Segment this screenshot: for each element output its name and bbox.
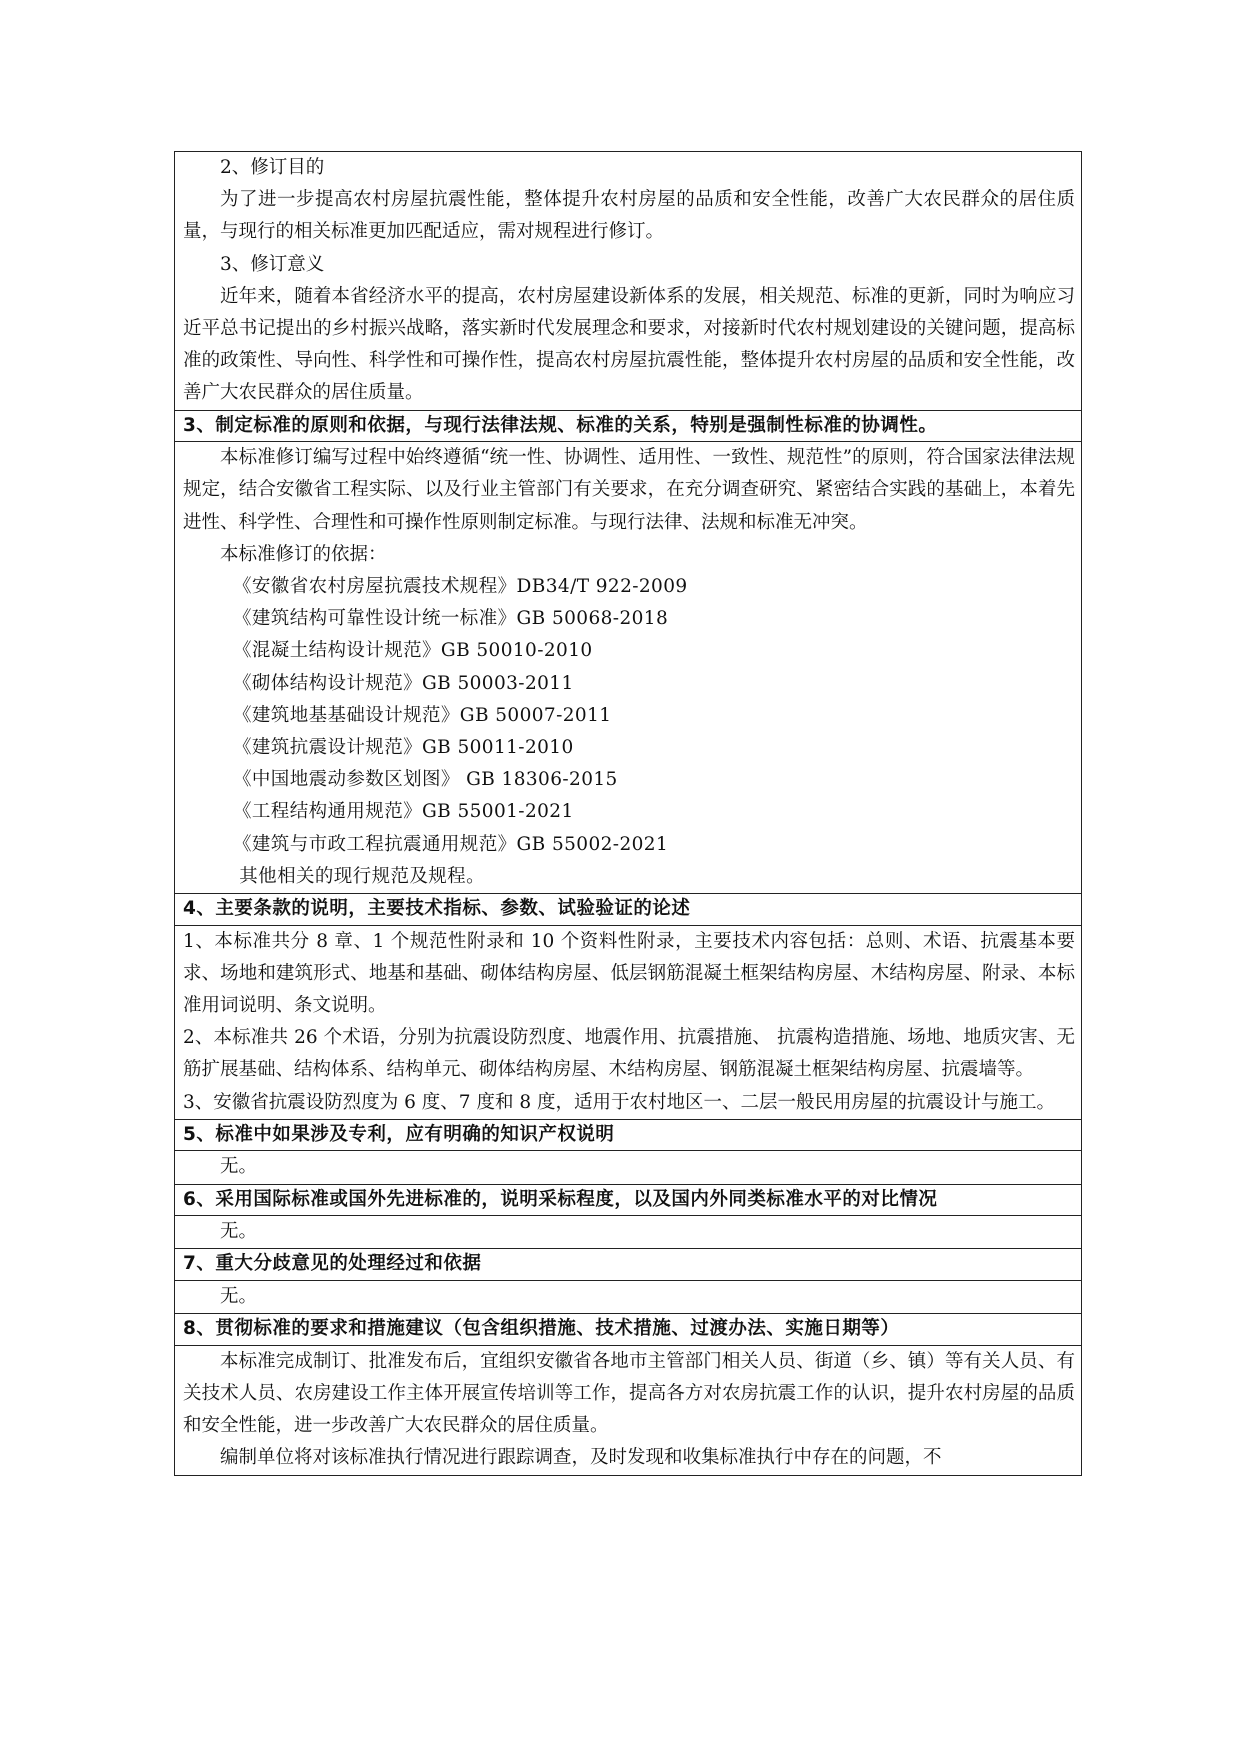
reference-item: 《安徽省农村房屋抗震技术规程》DB34/T 922-2009 — [233, 576, 688, 598]
section3-heading: 3、制定标准的原则和依据，与现行法律法规、标准的关系，特别是强制性标准的协调性。 — [183, 414, 938, 436]
document-table — [174, 151, 1082, 1476]
reference-item: 《建筑结构可靠性设计统一标准》GB 50068-2018 — [233, 608, 669, 630]
section4-content-cell — [175, 925, 1081, 1119]
significance-text: 近年来，随着本省经济水平的提高，农村房屋建设新体系的发展，相关规范、标准的更新，同时为响应习近平总书记提出的乡村振兴战略，落实新时代发展理念和要求，对接新时代农村规划建设的关键问题，提高标准的政策性、导向性、科学性和可操作性，提高农村房屋抗震性能，整体提升农村房屋的品质和安全性能，改善广大农民群众的居住质量。 — [183, 285, 1075, 404]
section8-heading-cell — [175, 1313, 1081, 1345]
section7-content-cell — [175, 1280, 1081, 1313]
principle-text: 本标准修订编写过程中始终遵循“统一性、协调性、适用性、一致性、规范性”的原则，符合国家法律法规规定，结合安徽省工程实际、以及行业主管部门有关要求，在充分调查研究、紧密结合实践的基础上，本着先进性、科学性、合理性和可操作性原则制定标准。与现行法律、法规和标准无冲突。 — [183, 447, 1075, 533]
clause-item: 2、本标准共 26 个术语，分别为抗震设防烈度、地震作用、抗震措施、 抗震构造措施、场地、地质灾害、无筋扩展基础、结构体系、结构单元、砌体结构房屋、木结构房屋、钢筋混凝土框架结构房屋、抗震墙等。 — [183, 1027, 1075, 1081]
section8-content-cell — [175, 1345, 1081, 1475]
clause-item: 1、本标准共分 8 章、1 个规范性附录和 10 个资料性附录，主要技术内容包括：总则、术语、抗震基本要求、场地和建筑形式、地基和基础、砌体结构房屋、低层钢筋混凝土框架结构房屋、木结构房屋、附录、本标准用词说明、条文说明。 — [183, 930, 1075, 1017]
section8-paragraph: 本标准完成制订、批准发布后，宜组织安徽省各地市主管部门相关人员、街道（乡、镇）等有关人员、有关技术人员、农房建设工作主体开展宣传培训等工作，提高各方对农房抗震工作的认识，提升农村房屋的品质和安全性能，进一步改善广大农民群众的居住质量。 — [183, 1350, 1075, 1437]
section4-heading-cell — [175, 893, 1081, 925]
section6-content: 无。 — [220, 1221, 258, 1243]
section7-heading-cell — [175, 1248, 1081, 1280]
reference-item: 《混凝土结构设计规范》GB 50010-2010 — [233, 640, 593, 662]
section6-content-cell — [175, 1215, 1081, 1248]
reference-item: 其他相关的现行规范及规程。 — [233, 865, 485, 887]
reference-item: 《建筑地基基础设计规范》GB 50007-2011 — [233, 704, 612, 726]
section3-content-cell — [175, 441, 1081, 893]
section5-content: 无。 — [220, 1156, 258, 1178]
section7-heading: 7、重大分歧意见的处理经过和依据 — [183, 1253, 482, 1275]
section6-heading: 6、采用国际标准或国外先进标准的，说明采标程度，以及国内外同类标准水平的对比情况 — [183, 1188, 938, 1210]
section7-content: 无。 — [220, 1286, 258, 1308]
reference-item: 《建筑与市政工程抗震通用规范》GB 55002-2021 — [233, 833, 669, 855]
section8-paragraph: 编制单位将对该标准执行情况进行跟踪调查，及时发现和收集标准执行中存在的问题，不 — [220, 1447, 942, 1469]
reference-item: 《建筑抗震设计规范》GB 50011-2010 — [233, 737, 574, 759]
reference-item: 《工程结构通用规范》GB 55001-2021 — [233, 801, 574, 823]
section3-heading-cell — [175, 410, 1081, 442]
section5-heading-cell — [175, 1119, 1081, 1151]
reference-item: 《中国地震动参数区划图》 GB 18306-2015 — [233, 769, 618, 791]
section6-heading-cell — [175, 1184, 1081, 1216]
section4-heading: 4、主要条款的说明，主要技术指标、参数、试验验证的论述 — [183, 898, 691, 920]
revision-purpose-cell — [175, 152, 1081, 410]
section5-content-cell — [175, 1150, 1081, 1183]
clause-item: 3、安徽省抗震设防烈度为 6 度、7 度和 8 度，适用于农村地区一、二层一般民用房屋的抗震设计与施工。 — [183, 1091, 1055, 1113]
purpose-text: 为了进一步提高农村房屋抗震性能，整体提升农村房屋的品质和安全性能，改善广大农民群众的居住质量，与现行的相关标准更加匹配适应，需对规程进行修订。 — [183, 189, 1075, 243]
section8-heading: 8、贯彻标准的要求和措施建议（包含组织措施、技术措施、过渡办法、实施日期等） — [183, 1318, 900, 1340]
purpose-heading: 2、修订目的 — [220, 157, 325, 178]
reference-item: 《砌体结构设计规范》GB 50003-2011 — [233, 672, 574, 694]
section5-heading: 5、标准中如果涉及专利，应有明确的知识产权说明 — [183, 1123, 615, 1145]
basis-intro: 本标准修订的依据： — [220, 543, 387, 565]
significance-heading: 3、修订意义 — [220, 253, 325, 275]
